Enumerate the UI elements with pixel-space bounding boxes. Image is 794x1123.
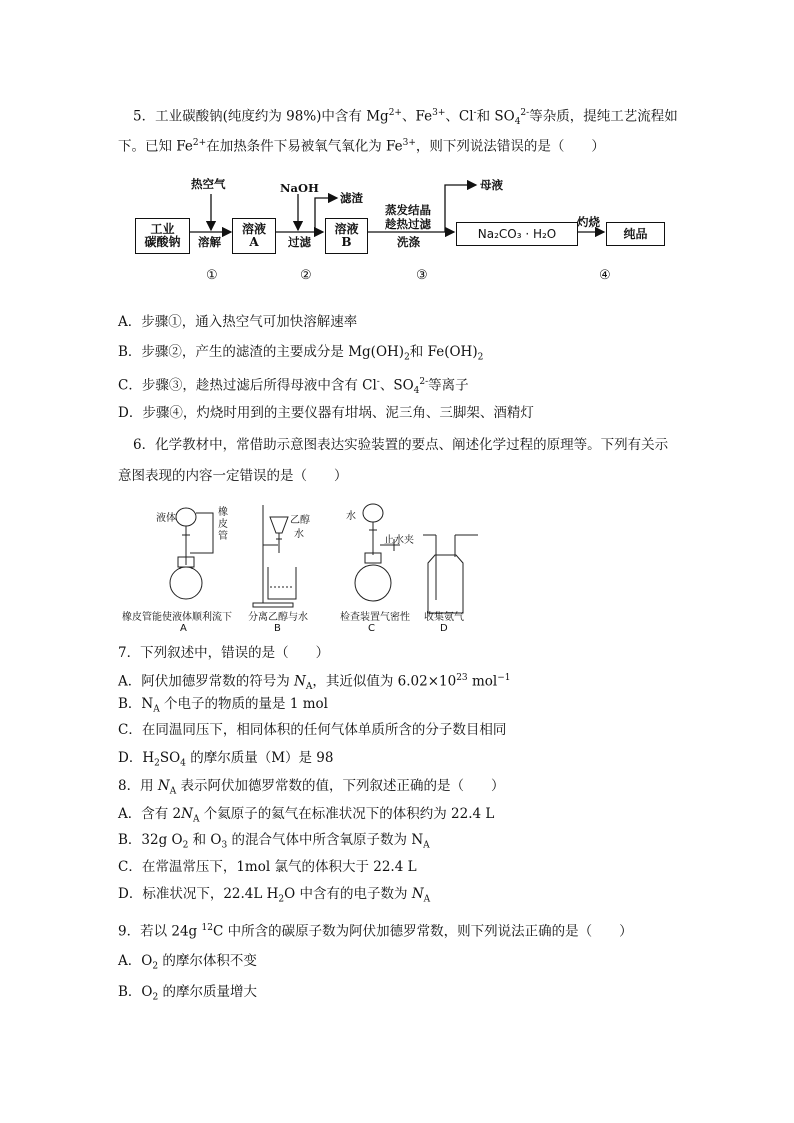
- step-3-marker: ③: [416, 268, 428, 283]
- q9-option-b: B．$O_2$ 的摩尔质量增大: [118, 984, 258, 1003]
- label-ethanol: 乙醇: [290, 515, 310, 526]
- q5-stem-line1: 5．工业碳酸钠(纯度约为 98%)中含有 $Mg^{2+}$、$Fe^{3+}$、Cl-和 $SO_4^{2-}$等杂质，提纯工艺流程如: [133, 108, 678, 128]
- label-c: C: [368, 623, 375, 634]
- label-evaporate: 蒸发结晶: [385, 203, 431, 217]
- label-filter: 过滤: [288, 235, 311, 249]
- q8-option-a: A．含有 $2N_A$ 个氦原子的氦气在标准状况下的体积约为 22.4 L: [118, 806, 495, 825]
- label-rubber-3: 管: [218, 531, 228, 542]
- label-burn: 灼烧: [577, 215, 600, 229]
- q7-stem: 7．下列叙述中，错误的是（ ）: [118, 645, 330, 661]
- label-clamp: 止水夹: [384, 535, 414, 546]
- q6-stem-line1: 6．化学教材中，常借助示意图表达实验装置的要点、阐述化学过程的原理等。下列有关示: [133, 437, 669, 453]
- label-wash: 洗涤: [397, 235, 420, 249]
- box-solution-a: 溶液 A: [232, 218, 276, 254]
- caption-d: 收集氨气: [424, 612, 464, 623]
- q7-option-b: B．$N_A$ 个电子的物质的量是 1 mol: [118, 696, 328, 715]
- q7-option-c: C．在同温同压下，相同体积的任何气体单质所含的分子数目相同: [118, 722, 507, 738]
- q7-option-d: D．$H_2SO_4$ 的摩尔质量（M）是 98: [118, 750, 334, 769]
- q5-option-d: D．步骤④，灼烧时用到的主要仪器有坩埚、泥三角、三脚架、酒精灯: [118, 405, 534, 421]
- label-hot-air: 热空气: [191, 177, 226, 191]
- apparatus-figure: [118, 495, 478, 635]
- q8-stem: 8．用 $N_A$ 表示阿伏加德罗常数的值，下列叙述正确的是（ ）: [118, 778, 505, 797]
- label-naoh: NaOH: [280, 181, 319, 195]
- q8-option-b: B．32g $O_2$ 和 $O_3$ 的混合气体中所含氧原子数为 $N_A$: [118, 832, 430, 851]
- label-rubber-2: 皮: [218, 519, 228, 530]
- label-liquid: 液体: [156, 513, 176, 524]
- q5-stem-line2: 下。已知 $Fe^{2+}$在加热条件下易被氧气氧化为 $Fe^{3+}$，则下列说法错误的是（ ）: [118, 138, 605, 155]
- q8-option-c: C．在常温常压下，1mol 氯气的体积大于 22.4 L: [118, 859, 417, 875]
- q5-option-a: A．步骤①，通入热空气可加快溶解速率: [118, 314, 358, 330]
- q8-option-d: D．标准状况下，22.4L $H_2O$ 中含有的电子数为 $N_A$: [118, 886, 431, 905]
- box-industrial-soda: 工业 碳酸钠: [135, 218, 190, 254]
- label-d: D: [440, 623, 448, 634]
- box-pure-product: 纯品: [606, 222, 665, 246]
- process-flowchart: [133, 170, 673, 290]
- step-4-marker: ④: [599, 268, 611, 283]
- label-b: B: [274, 623, 281, 634]
- box-solution-b: 溶液 B: [325, 218, 368, 254]
- label-hot-filter: 趁热过滤: [385, 217, 431, 231]
- q7-option-a: A．阿伏加德罗常数的符号为 $N_A$，其近似值为 $6.02\times 10^{23}$ mol$^{-1}$: [118, 673, 511, 693]
- label-residue: 滤渣: [340, 191, 363, 205]
- q6-stem-line2: 意图表现的内容一定错误的是（ ）: [118, 468, 348, 484]
- q5-option-c: C．步骤③，趁热过滤后所得母液中含有 Cl-、$SO_4^{2-}$等离子: [118, 377, 469, 397]
- step-1-marker: ①: [206, 268, 218, 283]
- q9-stem: 9．若以 24g $^{12}$C 中所含的碳原子数为阿伏加德罗常数，则下列说法正确的是（ ）: [118, 923, 633, 940]
- label-rubber-1: 橡: [218, 507, 228, 518]
- label-water-b: 水: [294, 529, 304, 540]
- label-dissolve: 溶解: [198, 235, 221, 249]
- caption-b: 分离乙醇与水: [248, 612, 308, 623]
- caption-c: 检查装置气密性: [340, 612, 410, 623]
- step-2-marker: ②: [300, 268, 312, 283]
- label-water-c: 水: [346, 511, 356, 522]
- caption-a: 橡皮管能使液体顺利流下: [122, 612, 232, 623]
- q5-option-b: B．步骤②，产生的滤渣的主要成分是 $Mg(OH)_2$和 $Fe(OH)_2$: [118, 344, 484, 363]
- q9-option-a: A．$O_2$ 的摩尔体积不变: [118, 953, 257, 972]
- box-na2co3-h2o: Na₂CO₃ · H₂O: [456, 222, 578, 246]
- label-a: A: [180, 623, 187, 634]
- label-mother-liquor: 母液: [480, 178, 503, 192]
